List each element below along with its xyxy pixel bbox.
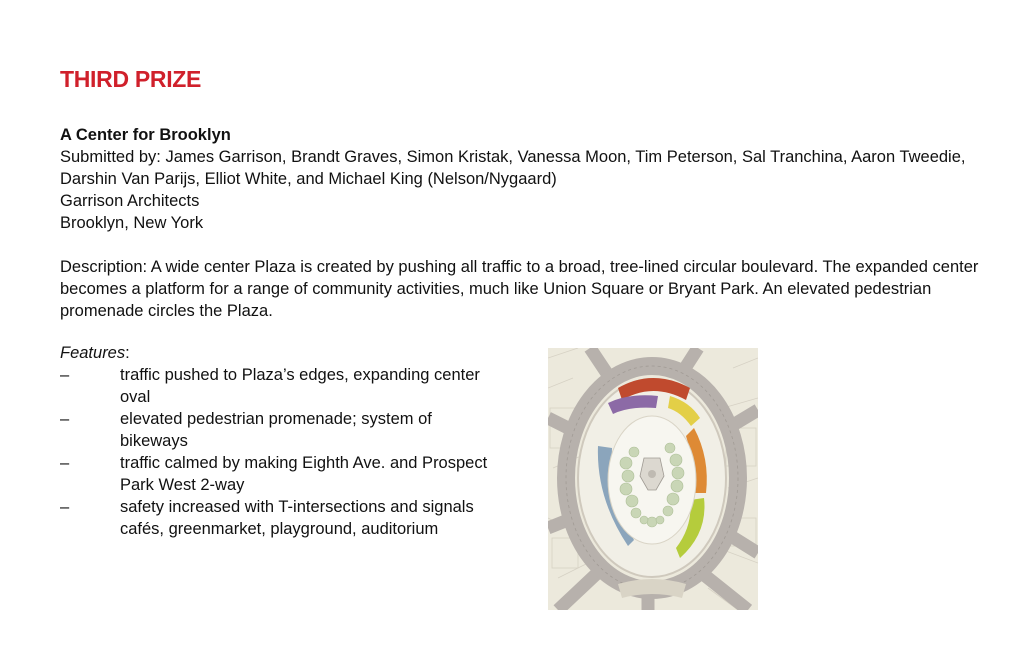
feature-item: [60, 518, 500, 540]
section-heading: THIRD PRIZE: [60, 66, 202, 92]
feature-bullet: –: [60, 454, 70, 472]
feature-text: safety increased with T-intersections and signals: [120, 498, 474, 516]
submitted-by: Submitted by: James Garrison, Brandt Graves, Simon Kristak, Vanessa Moon, Tim Peterson, Sal Tranchina, Aaron Tweedie, Darshin Van Parijs, Elliot White, and Michael King (Nelson/Nygaard): [60, 148, 966, 188]
features-list: [60, 364, 500, 540]
site-plan-image: [548, 348, 758, 610]
feature-item: [60, 452, 500, 496]
features-label-text: Features: [60, 344, 126, 362]
feature-item: [60, 364, 500, 408]
project-description: Description: A wide center Plaza is created by pushing all traffic to a broad, tree-lined circular boulevard. The expanded center becomes a platform for a range of community activities, much like Union Square or Bryant Park. An elevated pedestrian promenade circles the Plaza.: [60, 258, 979, 320]
project-title: A Center for Brooklyn: [60, 126, 231, 144]
features-label-colon: :: [125, 344, 130, 362]
feature-bullet: [60, 518, 120, 540]
monument-center: [648, 470, 656, 478]
project-location: Brooklyn, New York: [60, 214, 204, 232]
feature-bullet: –: [60, 366, 70, 384]
feature-bullet: –: [60, 498, 70, 516]
feature-text: cafés, greenmarket, playground, auditorium: [120, 520, 439, 538]
feature-item: [60, 408, 500, 452]
features-label: [60, 342, 130, 364]
feature-bullet: –: [60, 410, 70, 428]
project-details: [60, 124, 990, 322]
feature-text: traffic pushed to Plaza’s edges, expanding center oval: [120, 366, 480, 406]
feature-text: elevated pedestrian promenade; system of bikeways: [120, 410, 432, 450]
feature-text: traffic calmed by making Eighth Ave. and Prospect Park West 2-way: [120, 454, 488, 494]
firm-name: Garrison Architects: [60, 192, 200, 210]
feature-item: [60, 496, 500, 518]
